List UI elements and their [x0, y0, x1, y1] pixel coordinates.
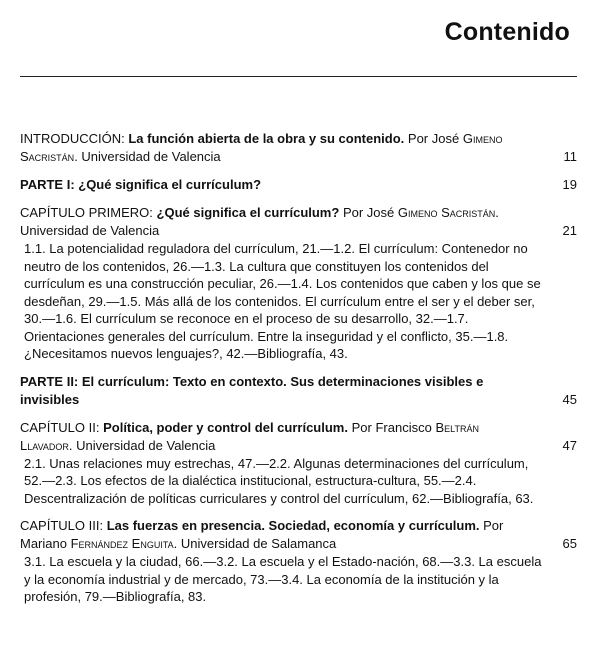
author-first-name: José	[431, 131, 460, 146]
author-first-name: José	[366, 205, 395, 220]
affiliation: Universidad de Valencia	[20, 223, 160, 238]
entry-by: Por	[407, 131, 429, 146]
page-title: Contenido	[444, 18, 570, 46]
toc-entry-chapter-3[interactable]	[20, 517, 577, 553]
toc-entry-chapter-2[interactable]	[20, 419, 577, 455]
page-number: 45	[562, 391, 577, 407]
entry-by: Por	[342, 205, 364, 220]
author-last-name: Beltrán Llavador	[20, 419, 479, 453]
affiliation: Universidad de Valencia	[81, 149, 221, 164]
entry-heading: CAPÍTULO II: Política, poder y control del currículum. Por Francisco Beltrán Llavador. Universidad de Valencia	[20, 419, 479, 453]
entry-title: ¿Qué significa el currículum?	[156, 205, 340, 220]
author-last-name: Gimeno Sacristán	[397, 205, 496, 220]
author-first-name: Francisco	[375, 419, 432, 435]
entry-label: CAPÍTULO PRIMERO:	[20, 205, 153, 220]
entry-label: INTRODUCCIÓN:	[20, 131, 125, 146]
entry-by: Por	[351, 419, 372, 435]
entry-title: Las fuerzas en presencia. Sociedad, economía y currículum.	[106, 518, 480, 533]
page-number: 11	[563, 149, 577, 164]
header-divider	[20, 76, 577, 77]
part-title: PARTE II: El currículum: Texto en contexto. Sus determinaciones visibles e invisibles	[20, 373, 484, 407]
part-title: PARTE I: ¿Qué significa el currículum?	[20, 177, 262, 192]
chapter-3-contents: 3.1. La escuela y la ciudad, 66.—3.2. La escuela y el Estado-nación, 68.—3.3. La escuela y la economía industrial y de mercado, 73.—3.4. La economía de la institución y la profesión, 79.—Bibliografía, 83.	[24, 554, 542, 604]
entry-label: CAPÍTULO II:	[20, 419, 100, 435]
table-of-contents	[20, 130, 577, 606]
entry-title: Política, poder y control del currículum.	[103, 419, 348, 435]
toc-entry-part-1[interactable]	[20, 176, 577, 194]
page-number: 65	[562, 536, 577, 551]
entry-heading: CAPÍTULO III: Las fuerzas en presencia. Sociedad, economía y currículum. Por Mariano Fernández Enguita. Universidad de Salamanca	[20, 518, 504, 551]
toc-entry-introduction[interactable]	[20, 130, 577, 166]
affiliation: Universidad de Salamanca	[180, 536, 337, 551]
page-number: 19	[562, 177, 577, 192]
author-last-name: Gimeno Sacristán	[20, 131, 503, 164]
entry-heading: CAPÍTULO PRIMERO: ¿Qué significa el currículum? Por José Gimeno Sacristán. Universidad de Valencia	[20, 205, 499, 238]
entry-heading: INTRODUCCIÓN: La función abierta de la obra y su contenido. Por José Gimeno Sacristán. Universidad de Valencia	[20, 131, 503, 164]
author-last-name: Fernández Enguita	[70, 536, 174, 551]
entry-by: Por	[483, 518, 504, 533]
page-number: 21	[562, 223, 577, 238]
toc-entry-chapter-1[interactable]	[20, 204, 577, 240]
toc-entry-part-2[interactable]	[20, 373, 577, 409]
author-first-name: Mariano	[20, 536, 67, 551]
entry-label: CAPÍTULO III:	[20, 518, 104, 533]
affiliation: Universidad de Valencia	[76, 437, 216, 453]
chapter-1-contents: 1.1. La potencialidad reguladora del currículum, 21.—1.2. El currículum: Contenedor no neutro de los contenidos, 26.—1.3. La cultura que constituyen los contenidos del currículum es una construcción peculiar, 26.—1.4. Los contenidos que caben y los que se desdeñan, 29.—1.5. Más allá de los contenidos. El currículum entre el ser y el deber ser, 30.—1.6. El currículum se reconoce en el proceso de su desarrollo, 32.—1.7. Orientaciones generales del currículum. Entre la inseguridad y el conflicto, 35.—1.8. ¿Necesitamos nuevos lenguajes?, 42.—Bibliografía, 43.	[24, 241, 541, 361]
chapter-2-contents: 2.1. Unas relaciones muy estrechas, 47.—2.2. Algunas determinaciones del currículum, 52.—2.3. Los efectos de la dialéctica institucional, estructura-cultura, 55.—2.4. Descentralización de políticas curriculares y control del currículum, 62.—Bibliografía, 63.	[24, 455, 534, 506]
page-number: 47	[562, 437, 577, 453]
entry-title: La función abierta de la obra y su contenido.	[128, 131, 405, 146]
